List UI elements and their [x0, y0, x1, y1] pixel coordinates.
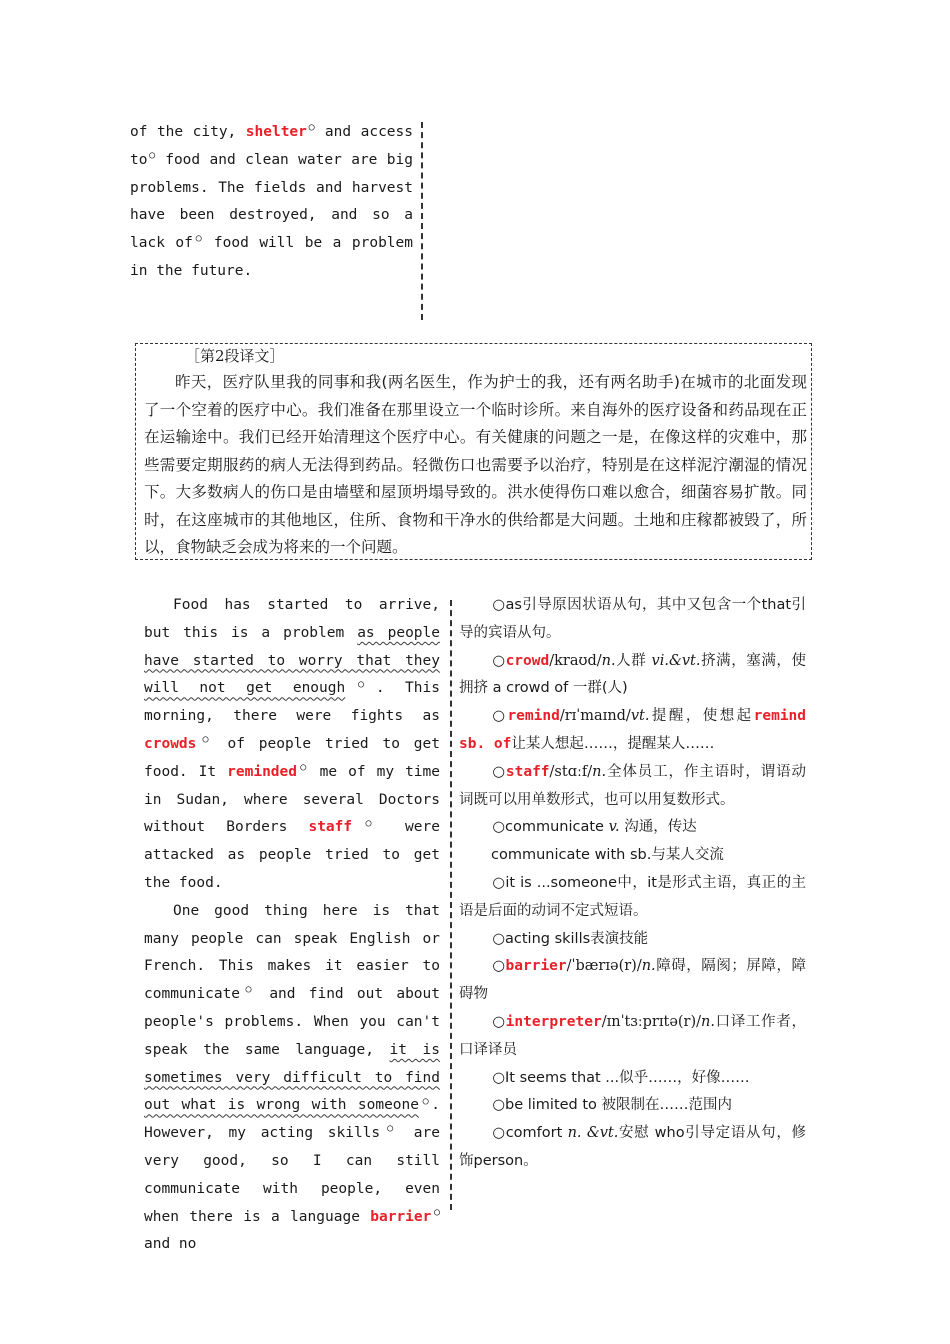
- note-headword: barrier: [505, 958, 567, 975]
- note-marker: ○: [346, 678, 376, 690]
- note-text: comfort: [505, 1125, 568, 1142]
- column-divider: [450, 600, 452, 1210]
- note-crowd: [459, 648, 806, 704]
- note-barrier: [459, 953, 806, 1009]
- note-marker: ○: [492, 1097, 505, 1114]
- note-communicate: [459, 814, 806, 842]
- note-staff: [459, 759, 806, 815]
- text-run: of the city,: [130, 124, 246, 140]
- text-run: and access to: [130, 124, 413, 168]
- vocab-shelter: shelter: [245, 124, 307, 140]
- note-marker: ○: [419, 1095, 432, 1107]
- note-marker: ○: [492, 763, 506, 780]
- part-of-speech: v.: [608, 819, 620, 836]
- note-it-seems: [459, 1065, 806, 1093]
- note-text: 口译工作者，口译译员: [459, 1013, 807, 1058]
- note-marker: ○: [492, 874, 506, 891]
- note-comfort: [459, 1120, 806, 1176]
- vocab-crowds: crowds: [144, 735, 197, 752]
- note-marker: ○: [298, 761, 309, 773]
- part-of-speech: n. &vt.: [567, 1125, 619, 1142]
- note-text: as引导原因状语从句，其中又包含一个that引导的宾语从句。: [459, 597, 806, 641]
- note-marker: ○: [492, 1125, 506, 1142]
- note-marker: ○: [492, 930, 505, 947]
- vocab-reminded: reminded: [227, 763, 297, 780]
- wavy-underline-clause: as people have started to worry that they will not get enough: [144, 624, 440, 697]
- note-interpreter: [459, 1009, 806, 1065]
- note-be-limited: [459, 1092, 806, 1120]
- note-marker: ○: [492, 708, 508, 725]
- note-marker: ○: [307, 122, 316, 134]
- text-run: of people tried to get food. It: [144, 735, 440, 780]
- note-marker: ○: [193, 233, 204, 245]
- note-acting-skills: [459, 926, 806, 954]
- phonetic: /ˈbærɪə(r)/: [566, 958, 642, 975]
- note-text: it is ...someone中，it是形式主语，真正的主语是后面的动词不定式短语。: [459, 874, 806, 919]
- column-divider: [421, 122, 423, 320]
- text-run: . This morning, there were fights as: [144, 680, 440, 725]
- phonetic: /ɪnˈtɜːprɪtə(r)/: [601, 1013, 702, 1030]
- note-as-clause: [459, 592, 806, 648]
- part-of-speech: n.: [601, 652, 616, 669]
- part-of-speech: n.: [701, 1013, 715, 1030]
- note-marker: ○: [492, 958, 506, 975]
- note-text: 安慰 who引导定语从句，修饰person。: [459, 1125, 807, 1169]
- note-text: 人群: [615, 652, 652, 669]
- note-marker: ○: [197, 734, 214, 746]
- vocab-barrier: barrier: [370, 1208, 432, 1225]
- note-text: 沟通，传达: [619, 819, 697, 836]
- text-run: and find out about people's problems. When you can't speak the same language,: [144, 986, 440, 1058]
- note-text: be limited to 被限制在……范围内: [505, 1097, 733, 1114]
- wavy-underline-clause: it is sometimes very difficult to find out what is wrong with someone: [144, 1041, 440, 1114]
- note-marker: ○: [381, 1123, 400, 1135]
- phonetic: /stɑːf/: [549, 763, 593, 780]
- note-text: 提醒，使想起: [649, 708, 754, 725]
- note-headword: crowd: [505, 652, 550, 669]
- note-marker: ○: [148, 149, 156, 161]
- note-marker: ○: [492, 819, 505, 836]
- note-text: 障碍，隔阂；屏障，障碍物: [459, 958, 806, 1003]
- passage-column: [144, 592, 440, 1259]
- note-headword: interpreter: [505, 1013, 602, 1030]
- note-text: It seems that ...似乎……，好像……: [505, 1069, 750, 1086]
- text-run: One good thing here is that many people can speak English or French. This makes it easier to communicate: [144, 902, 440, 1003]
- text-run: and no: [144, 1236, 197, 1253]
- note-marker: ○: [432, 1206, 440, 1218]
- paragraph: [144, 592, 440, 898]
- part-of-speech: vi.&vt.: [651, 652, 701, 669]
- part-of-speech: n.: [641, 958, 656, 975]
- text-run: food will be a problem in the future.: [130, 235, 413, 279]
- text-run: food and clean water are big problems. The fields and harvest have been destroyed, and so a lack of: [130, 151, 413, 252]
- note-it-is: [459, 870, 806, 926]
- note-headword: remind: [507, 708, 560, 725]
- vocab-staff: staff: [308, 819, 353, 836]
- note-marker: ○: [241, 984, 257, 996]
- note-marker: ○: [492, 1069, 505, 1086]
- note-remind: [459, 703, 806, 759]
- note-text: 全体员工，作主语时，谓语动词既可以用单数形式，也可以用复数形式。: [459, 763, 807, 808]
- text-run: . However, my acting skills: [144, 1097, 440, 1142]
- notes-column: [459, 592, 806, 1176]
- note-text: 让某人想起……，提醒某人……: [511, 735, 715, 752]
- text-run: are very good, so I can still communicate with people, even when there is a language: [144, 1125, 440, 1225]
- note-marker: ○: [353, 817, 384, 829]
- paragraph: [144, 898, 440, 1259]
- text-run: me of my time in Sudan, where several Doctors without Borders: [144, 763, 440, 836]
- note-marker: ○: [492, 1013, 506, 1030]
- note-text: communicate: [505, 819, 609, 836]
- phonetic: /rɪˈmaɪnd/: [559, 708, 631, 725]
- translation-body: 昨天，医疗队里我的同事和我(两名医生，作为护士的我，还有两名助手)在城市的北面发现了一个空着的医疗中心。我们准备在那里设立一个临时诊所。来自海外的医疗设备和药品现在正在运输途中。我们已经开始清理这个医疗中心。有关健康的问题之一是，在像这样的灾难中，那些需要定期服药的病人无法得到药品。轻微伤口也需要予以治疗，特别是在这样泥泞潮湿的情况下。大多数病人的伤口是由墙壁和屋顶坍塌导致的。洪水使得伤口难以愈合，细菌容易扩散。同时，在这座城市的其他地区，住所、食物和干净水的供给都是大问题。土地和庄稼都被毁了，所以，食物缺乏会成为将来的一个问题。: [144, 373, 807, 556]
- part-of-speech: vt.: [630, 708, 650, 725]
- note-marker: ○: [492, 652, 506, 669]
- text-run: Food has started to arrive, but this is a problem: [144, 597, 440, 641]
- phonetic: /kraʊd/: [549, 652, 602, 669]
- note-text: 挤满，塞满，使拥挤 a crowd of 一群(人): [459, 652, 807, 697]
- note-communicate-sub: communicate with sb.与某人交流: [491, 847, 724, 864]
- part-of-speech: n.: [592, 763, 607, 780]
- note-headword: staff: [505, 763, 550, 780]
- note-phrase: remind sb. of: [459, 708, 807, 752]
- translation-title: ［第2段译文］: [185, 347, 285, 365]
- note-text: acting skills表演技能: [505, 930, 649, 947]
- text-run: were attacked as people tried to get the food.: [144, 819, 440, 891]
- top-passage: [130, 119, 413, 286]
- note-marker: ○: [492, 597, 506, 613]
